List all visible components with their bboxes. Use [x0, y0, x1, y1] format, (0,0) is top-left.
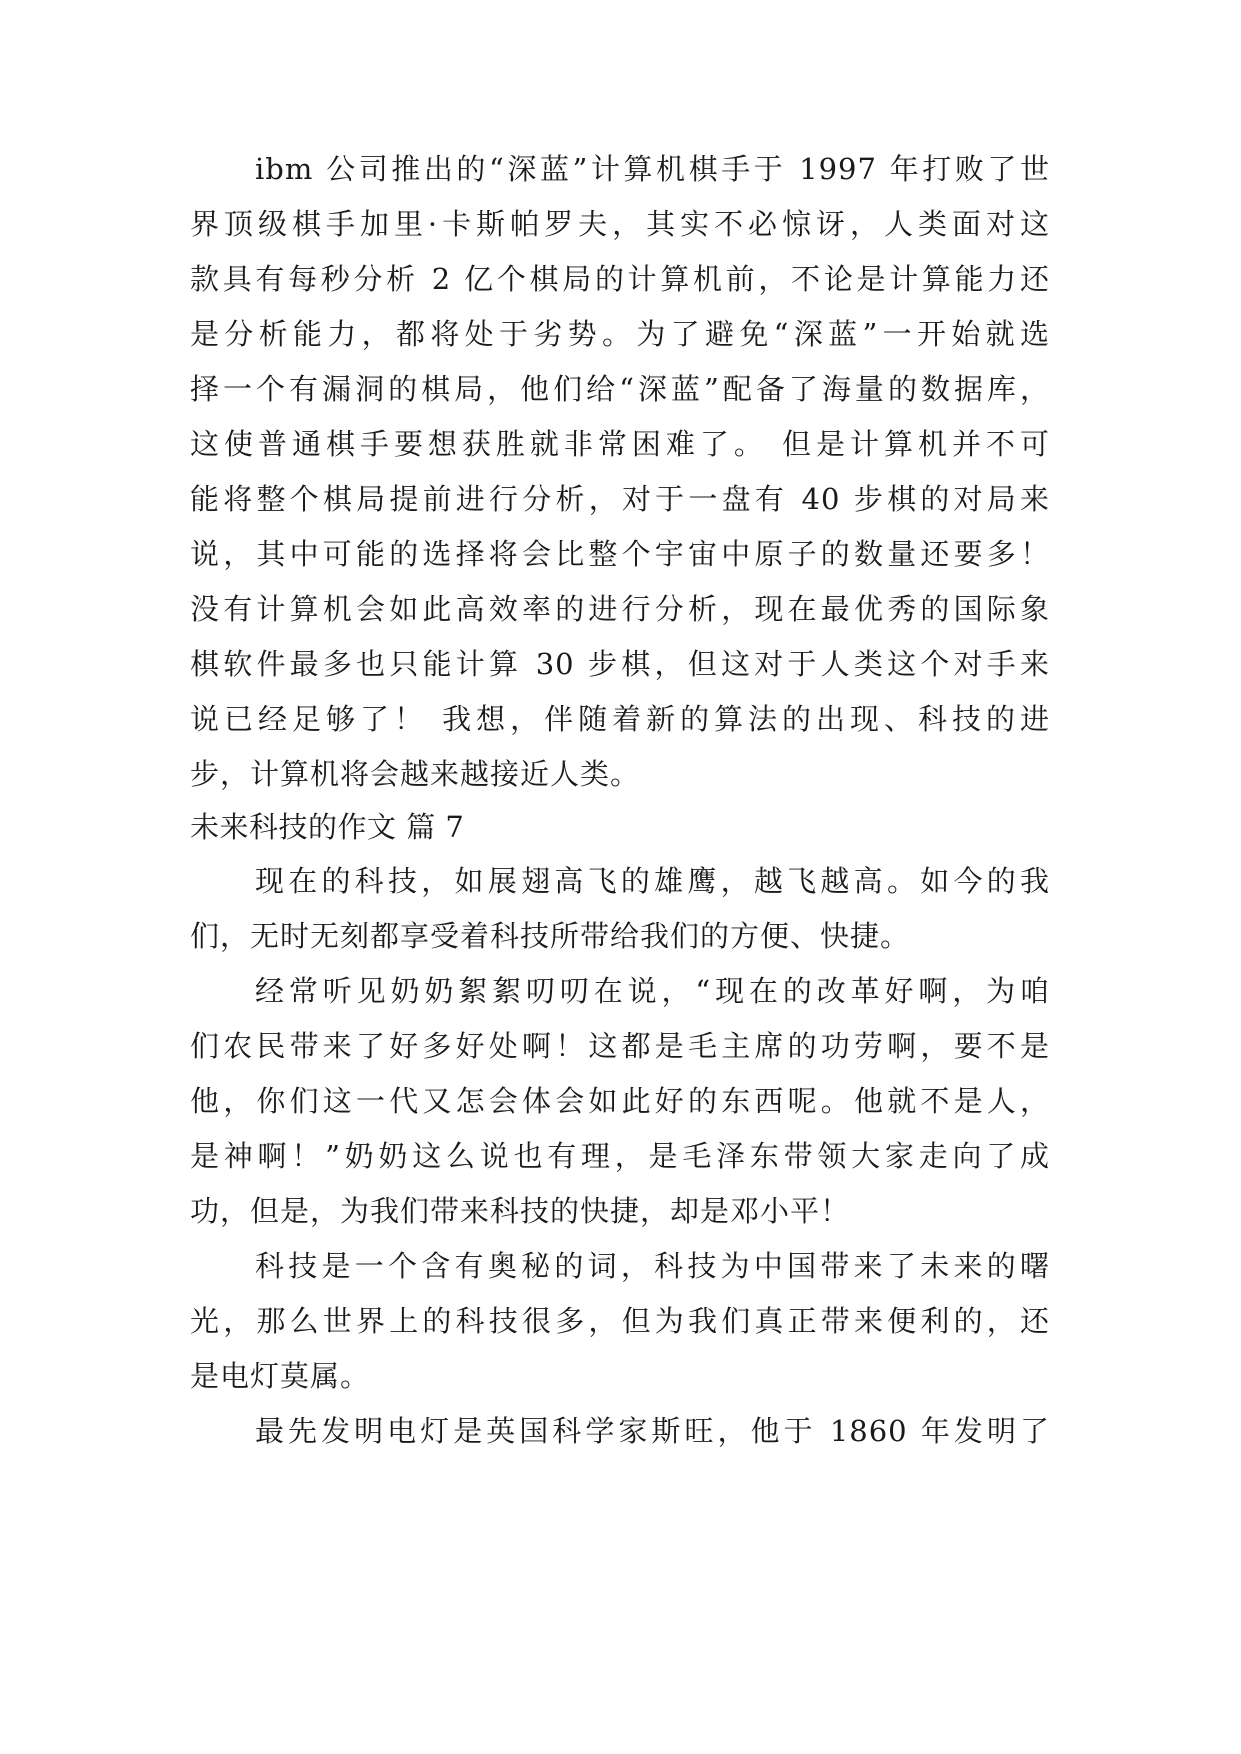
section-heading: 未来科技的作文 篇 7: [190, 810, 465, 844]
text-line: 界顶级棋手加里·卡斯帕罗夫，其实不必惊讶，人类面对这: [190, 207, 1050, 241]
text-line: 现在的科技，如展翅高飞的雄鹰，越飞越高。如今的我: [255, 864, 1050, 898]
text-line: 经常听见奶奶絮絮叨叨在说，“现在的改革好啊，为咱: [255, 974, 1050, 1008]
text-line: 没有计算机会如此高效率的进行分析，现在最优秀的国际象: [190, 592, 1050, 626]
text-line: 能将整个棋局提前进行分析，对于一盘有 40 步棋的对局来: [190, 482, 1050, 516]
text-line: 款具有每秒分析 2 亿个棋局的计算机前，不论是计算能力还: [190, 262, 1050, 296]
text-line: 科技是一个含有奥秘的词，科技为中国带来了未来的曙: [255, 1249, 1050, 1283]
text-line: 步，计算机将会越来越接近人类。: [190, 757, 641, 791]
text-line: 们农民带来了好多好处啊！这都是毛主席的功劳啊，要不是: [190, 1029, 1050, 1063]
text-line: 是神啊！”奶奶这么说也有理，是毛泽东带领大家走向了成: [190, 1139, 1050, 1173]
text-line: 说已经足够了！ 我想，伴随着新的算法的出现、科技的进: [190, 702, 1050, 736]
text-line: ibm 公司推出的“深蓝”计算机棋手于 1997 年打败了世: [255, 152, 1050, 186]
text-line: 最先发明电灯是英国科学家斯旺，他于 1860 年发明了: [255, 1414, 1050, 1448]
text-line: 光，那么世界上的科技很多，但为我们真正带来便利的，还: [190, 1304, 1050, 1338]
text-line: 这使普通棋手要想获胜就非常困难了。 但是计算机并不可: [190, 427, 1050, 461]
text-line: 他，你们这一代又怎会体会如此好的东西呢。他就不是人，: [190, 1084, 1050, 1118]
text-line: 是电灯莫属。: [190, 1359, 371, 1393]
text-line: 择一个有漏洞的棋局，他们给“深蓝”配备了海量的数据库，: [190, 372, 1050, 406]
text-line: 说，其中可能的选择将会比整个宇宙中原子的数量还要多！: [190, 537, 1050, 571]
text-line: 棋软件最多也只能计算 30 步棋，但这对于人类这个对手来: [190, 647, 1050, 681]
text-line: 功，但是，为我们带来科技的快捷，却是邓小平！: [190, 1194, 851, 1228]
text-line: 们，无时无刻都享受着科技所带给我们的方便、快捷。: [190, 919, 911, 953]
text-line: 是分析能力，都将处于劣势。为了避免“深蓝”一开始就选: [190, 317, 1050, 351]
